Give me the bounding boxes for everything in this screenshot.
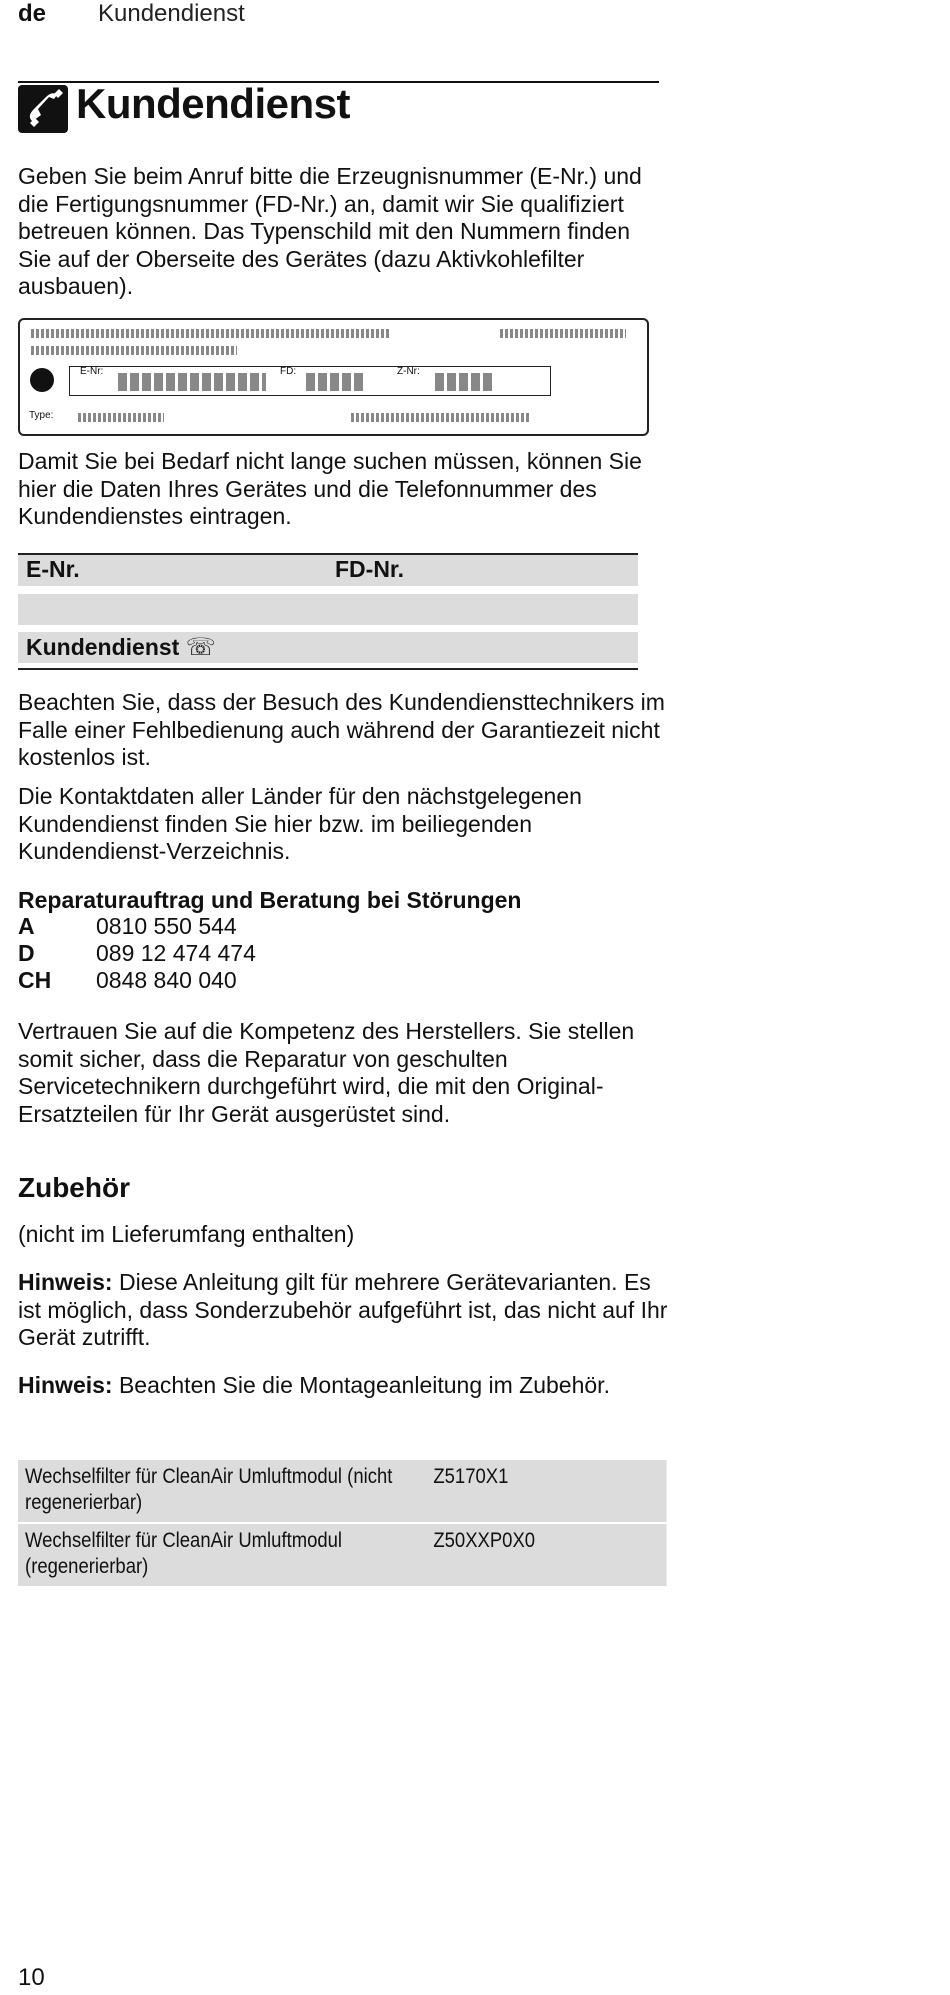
language-code: de [18, 0, 47, 27]
brand-seal-icon [30, 368, 54, 392]
type-plate-illustration [18, 318, 649, 436]
plate-fd-label: FD: [280, 366, 297, 377]
accessory-name: Wechselfilter für CleanAir Umluftmodul (regenerierbar) [25, 1529, 343, 1578]
accessory-code: Z50XXP0X0 [433, 1529, 536, 1552]
plate-enr-label: E-Nr: [80, 366, 104, 377]
repair-row-ch: CH 0848 840 040 [18, 967, 237, 993]
table-row [18, 1460, 667, 1522]
repair-row-a: A 0810 550 544 [18, 913, 237, 939]
intro-paragraph: Geben Sie beim Anruf bitte die Erzeugnisnummer (E-Nr.) und die Fertigungsnummer (FD-Nr.) an, damit wir Sie qualifiziert betreuen können. Das Typenschild mit den Nummern finden Sie auf der Oberseite des Gerätes (dazu Aktivkohlefilter ausbauen). [18, 163, 642, 299]
plate-znr-label: Z-Nr: [397, 366, 420, 377]
fill-in-paragraph: Damit Sie bei Bedarf nicht lange suchen müssen, können Sie hier die Daten Ihres Gerätes und die Telefonnummer des Kundendienstes eintragen. [18, 448, 642, 529]
accessories-note-variants: Hinweis: Diese Anleitung gilt für mehrere Gerätevarianten. Es ist möglich, dass Sonderzubehör aufgeführt ist, das nicht auf Ihr Gerät zutrifft. [18, 1269, 668, 1350]
enr-fill-line [18, 594, 638, 625]
plate-type-label: Type: [29, 410, 54, 421]
page-number: 10 [18, 1964, 45, 1991]
accessory-code: Z5170X1 [433, 1465, 509, 1488]
accessories-heading: Zubehör [18, 1172, 130, 1203]
accessories-note-mounting: Hinweis: Beachten Sie die Montageanleitung im Zubehör. [18, 1372, 610, 1398]
accessories-subtitle: (nicht im Lieferumfang enthalten) [18, 1221, 355, 1247]
accessory-name: Wechselfilter für CleanAir Umluftmodul (nicht regenerierbar) [25, 1465, 393, 1514]
repair-heading: Reparaturauftrag und Beratung bei Störungen [18, 887, 522, 913]
page-title: Kundendienst [76, 80, 350, 127]
telephone-icon [18, 85, 68, 133]
trust-note: Vertrauen Sie auf die Kompetenz des Herstellers. Sie stellen somit sicher, dass die Reparatur von geschulten Servicetechnikern durchgeführt wird, die mit den Original-Ersatzteilen für Ihr Gerät ausgerüstet sind. [18, 1018, 635, 1127]
appliance-data-form [18, 553, 638, 670]
visit-note: Beachten Sie, dass der Besuch des Kundendiensttechnikers im Falle einer Fehlbedienung auch während der Garantiezeit nicht kostenlos ist. [18, 689, 665, 770]
fdnr-field-label: FD-Nr. [335, 556, 404, 582]
running-header: Kundendienst [98, 0, 245, 27]
type-plate-numbers [69, 366, 551, 396]
telephone-icon: ☏ [185, 634, 216, 661]
contact-note: Die Kontaktdaten aller Länder für den nächstgelegenen Kundendienst finden Sie hier bzw. im beiliegenden Kundendienst-Verzeichnis. [18, 783, 582, 864]
service-field-label: Kundendienst ☏ [26, 634, 216, 661]
table-row [18, 1524, 667, 1586]
accessories-table [18, 1460, 660, 1588]
repair-row-d: D 089 12 474 474 [18, 940, 256, 966]
enr-field-label: E-Nr. [26, 556, 80, 582]
